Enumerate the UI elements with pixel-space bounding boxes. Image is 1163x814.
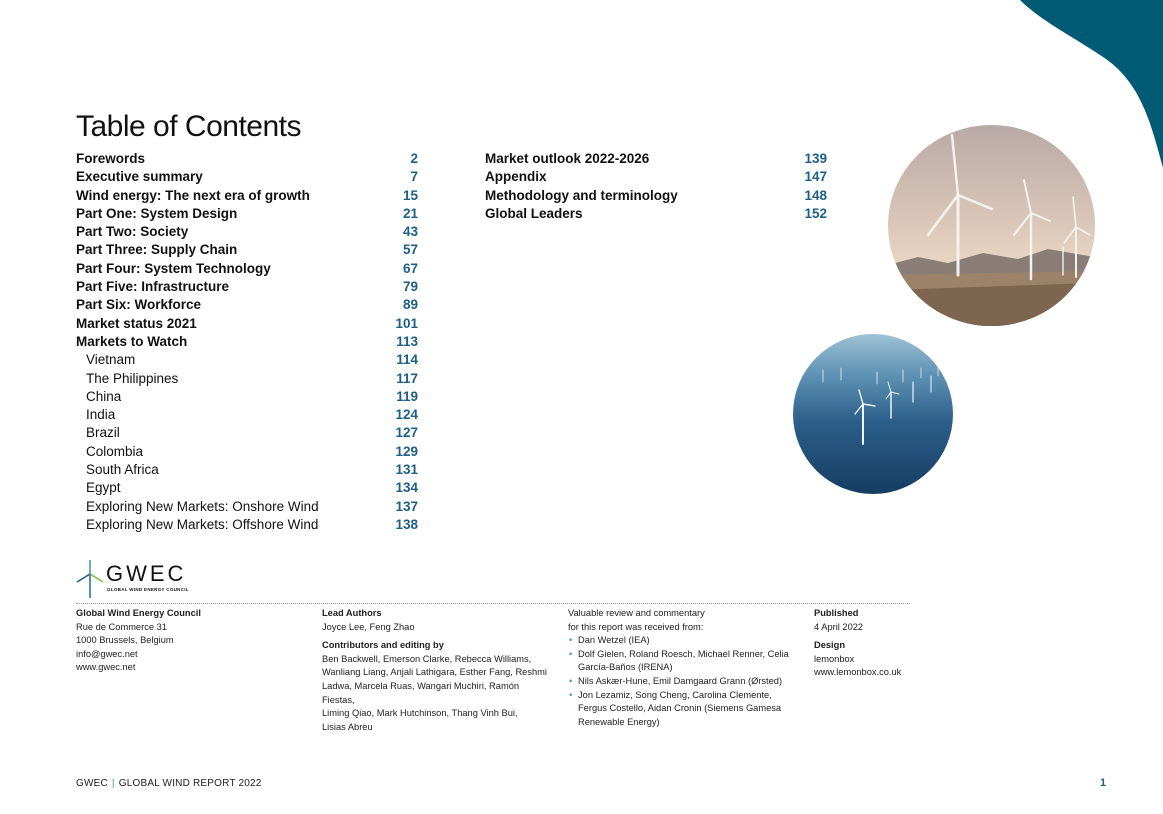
toc-left-column	[76, 150, 418, 534]
toc-entry-page: 117	[396, 370, 418, 386]
toc-entry-page: 127	[395, 425, 418, 441]
reviewer-line: Jon Lezamiz, Song Cheng, Carolina Clemente,	[578, 689, 772, 700]
reviewer-item	[568, 648, 793, 675]
toc-entry-page: 137	[395, 498, 418, 514]
toc-entry-label: Egypt	[86, 480, 121, 496]
toc-entry[interactable]	[76, 205, 418, 223]
footer-brand: GWEC	[76, 778, 108, 789]
toc-entry-label: South Africa	[86, 462, 159, 478]
contributors-heading: Contributors and editing by	[322, 640, 444, 651]
toc-entry-label: Markets to Watch	[76, 333, 188, 349]
toc-entry-label: Colombia	[86, 443, 144, 459]
toc-entry[interactable]	[76, 461, 418, 479]
review-intro: Valuable review and commentary	[568, 608, 705, 618]
toc-entry-page: 79	[402, 279, 418, 295]
footer-separator: |	[111, 778, 115, 789]
reviewer-list	[568, 634, 793, 729]
toc-entry-label: Executive summary	[76, 169, 203, 185]
toc-entry-page: 2	[410, 151, 418, 166]
design-name: lemonbox	[814, 653, 855, 664]
toc-entry[interactable]	[76, 498, 418, 516]
toc-entry-label: Appendix	[485, 169, 547, 185]
reviewer-line: Nils Askær-Hune, Emil Damgaard Grann (Ørsted)	[578, 675, 783, 686]
toc-entry-page: 43	[402, 224, 418, 240]
toc-entry-label: Part Two: Society	[76, 224, 189, 240]
footer-page-number: 1	[1100, 777, 1107, 789]
toc-entry-page: 89	[402, 297, 418, 313]
toc-entry-label: Brazil	[86, 425, 120, 441]
credits-divider	[76, 603, 910, 604]
toc-entry-page: 129	[395, 443, 418, 459]
page-title: Table of Contents	[76, 110, 301, 143]
org-name: Global Wind Energy Council	[76, 608, 201, 618]
toc-right-column	[485, 150, 827, 223]
toc-entry[interactable]	[76, 296, 418, 314]
toc-entry[interactable]	[485, 168, 827, 186]
toc-entry[interactable]	[76, 260, 418, 278]
toc-entry[interactable]	[76, 333, 418, 351]
footer-report-name: GLOBAL WIND REPORT 2022	[118, 778, 262, 789]
toc-entry-page: 131	[395, 462, 418, 478]
toc-entry[interactable]	[76, 370, 418, 388]
reviewer-item	[568, 689, 793, 730]
reviewer-item	[568, 675, 793, 689]
lead-authors-heading: Lead Authors	[322, 608, 382, 618]
reviewer-item	[568, 634, 793, 648]
toc-entry[interactable]	[76, 315, 418, 333]
toc-entry-label: India	[86, 407, 116, 423]
toc-entry[interactable]	[485, 205, 827, 223]
toc-entry-label: Part One: System Design	[76, 205, 238, 221]
toc-entry[interactable]	[76, 278, 418, 296]
published-date: 4 April 2022	[814, 621, 864, 632]
toc-entry-page: 138	[395, 516, 418, 532]
toc-entry-label: China	[86, 388, 122, 404]
logo-wordmark: GWEC	[106, 561, 187, 586]
toc-entry-page: 114	[396, 352, 418, 368]
organization-address	[76, 607, 296, 675]
toc-entry-page: 101	[395, 315, 418, 331]
toc-entry-page: 67	[402, 260, 418, 276]
review-block	[568, 607, 793, 729]
toc-entry-label: Part Four: System Technology	[76, 260, 271, 276]
toc-entry-page: 57	[402, 242, 418, 258]
toc-entry-label: Part Three: Supply Chain	[76, 242, 238, 258]
toc-entry-page: 124	[395, 407, 418, 423]
toc-entry-page: 148	[804, 187, 827, 203]
authors-block	[322, 607, 552, 734]
contributors-line: Ladwa, Marcela Ruas, Wangari Muchiri, Ramón Fiestas,	[322, 680, 520, 705]
toc-entry[interactable]	[76, 388, 418, 406]
toc-entry[interactable]	[76, 223, 418, 241]
toc-entry[interactable]	[76, 406, 418, 424]
toc-entry-page: 152	[804, 205, 827, 221]
org-website-link[interactable]: www.gwec.net	[76, 662, 136, 673]
toc-entry-page: 134	[395, 480, 418, 496]
lead-authors-names: Joyce Lee, Feng Zhao	[322, 621, 415, 632]
toc-entry[interactable]	[76, 351, 418, 369]
toc-entry-label: Exploring New Markets: Offshore Wind	[86, 516, 319, 532]
toc-entry-page: 15	[402, 187, 418, 203]
toc-entry-label: The Philippines	[86, 370, 179, 386]
logo-tagline: GLOBAL WIND ENERGY COUNCIL	[107, 587, 189, 592]
toc-entry-label: Market outlook 2022-2026	[485, 151, 650, 166]
publication-block	[814, 607, 934, 680]
reviewer-line: Dolf Gielen, Roland Roesch, Michael Renner, Celia	[578, 648, 789, 659]
contributors-line: Lisias Abreu	[322, 721, 373, 732]
toc-entry[interactable]	[76, 241, 418, 259]
toc-entry[interactable]	[76, 424, 418, 442]
contributors-line: Wanliang Liang, Anjali Lathigara, Esther Fang, Reshmi	[322, 667, 547, 678]
review-intro: for this report was received from:	[568, 621, 704, 632]
toc-entry-label: Forewords	[76, 151, 146, 166]
toc-entry-page: 139	[804, 151, 827, 166]
footer-running-title	[76, 778, 262, 789]
org-address-line: 1000 Brussels, Belgium	[76, 635, 174, 646]
toc-entry-label: Vietnam	[86, 352, 136, 368]
published-heading: Published	[814, 608, 859, 618]
toc-entry-label: Part Six: Workforce	[76, 297, 202, 313]
toc-entry-page: 7	[410, 169, 418, 185]
toc-entry[interactable]	[76, 187, 418, 205]
toc-entry-label: Wind energy: The next era of growth	[76, 187, 310, 203]
design-website-link[interactable]: www.lemonbox.co.uk	[814, 667, 902, 678]
onshore-wind-turbines-photo	[888, 125, 1095, 326]
toc-entry-label: Part Five: Infrastructure	[76, 279, 230, 295]
offshore-wind-farm-photo	[793, 334, 953, 494]
reviewer-line: Dan Wetzel (IEA)	[578, 635, 650, 646]
toc-entry[interactable]	[76, 168, 418, 186]
toc-entry[interactable]	[76, 150, 418, 168]
reviewer-line: Renewable Energy)	[578, 716, 660, 727]
toc-entry-label: Market status 2021	[76, 315, 197, 331]
reviewer-line: Fergus Costello, Aidan Cronin (Siemens Gamesa	[578, 703, 782, 714]
toc-entry-label: Global Leaders	[485, 205, 583, 221]
reviewer-line: García-Baños (IRENA)	[578, 662, 673, 673]
toc-entry-label: Exploring New Markets: Onshore Wind	[86, 498, 319, 514]
toc-entry-page: 113	[396, 333, 418, 349]
toc-entry[interactable]	[485, 150, 827, 168]
toc-entry-page: 119	[396, 388, 418, 404]
contributors-line: Ben Backwell, Emerson Clarke, Rebecca Williams,	[322, 653, 532, 664]
contributors-line: Liming Qiao, Mark Hutchinson, Thang Vinh Bui,	[322, 708, 518, 719]
toc-entry[interactable]	[76, 443, 418, 461]
toc-entry[interactable]	[76, 516, 418, 534]
design-heading: Design	[814, 640, 845, 651]
org-address-line: Rue de Commerce 31	[76, 621, 167, 632]
org-email-link[interactable]: info@gwec.net	[76, 648, 138, 659]
toc-entry[interactable]	[76, 479, 418, 497]
toc-entry[interactable]	[485, 187, 827, 205]
toc-entry-page: 147	[804, 169, 827, 185]
toc-entry-page: 21	[402, 205, 418, 221]
toc-entry-label: Methodology and terminology	[485, 187, 678, 203]
